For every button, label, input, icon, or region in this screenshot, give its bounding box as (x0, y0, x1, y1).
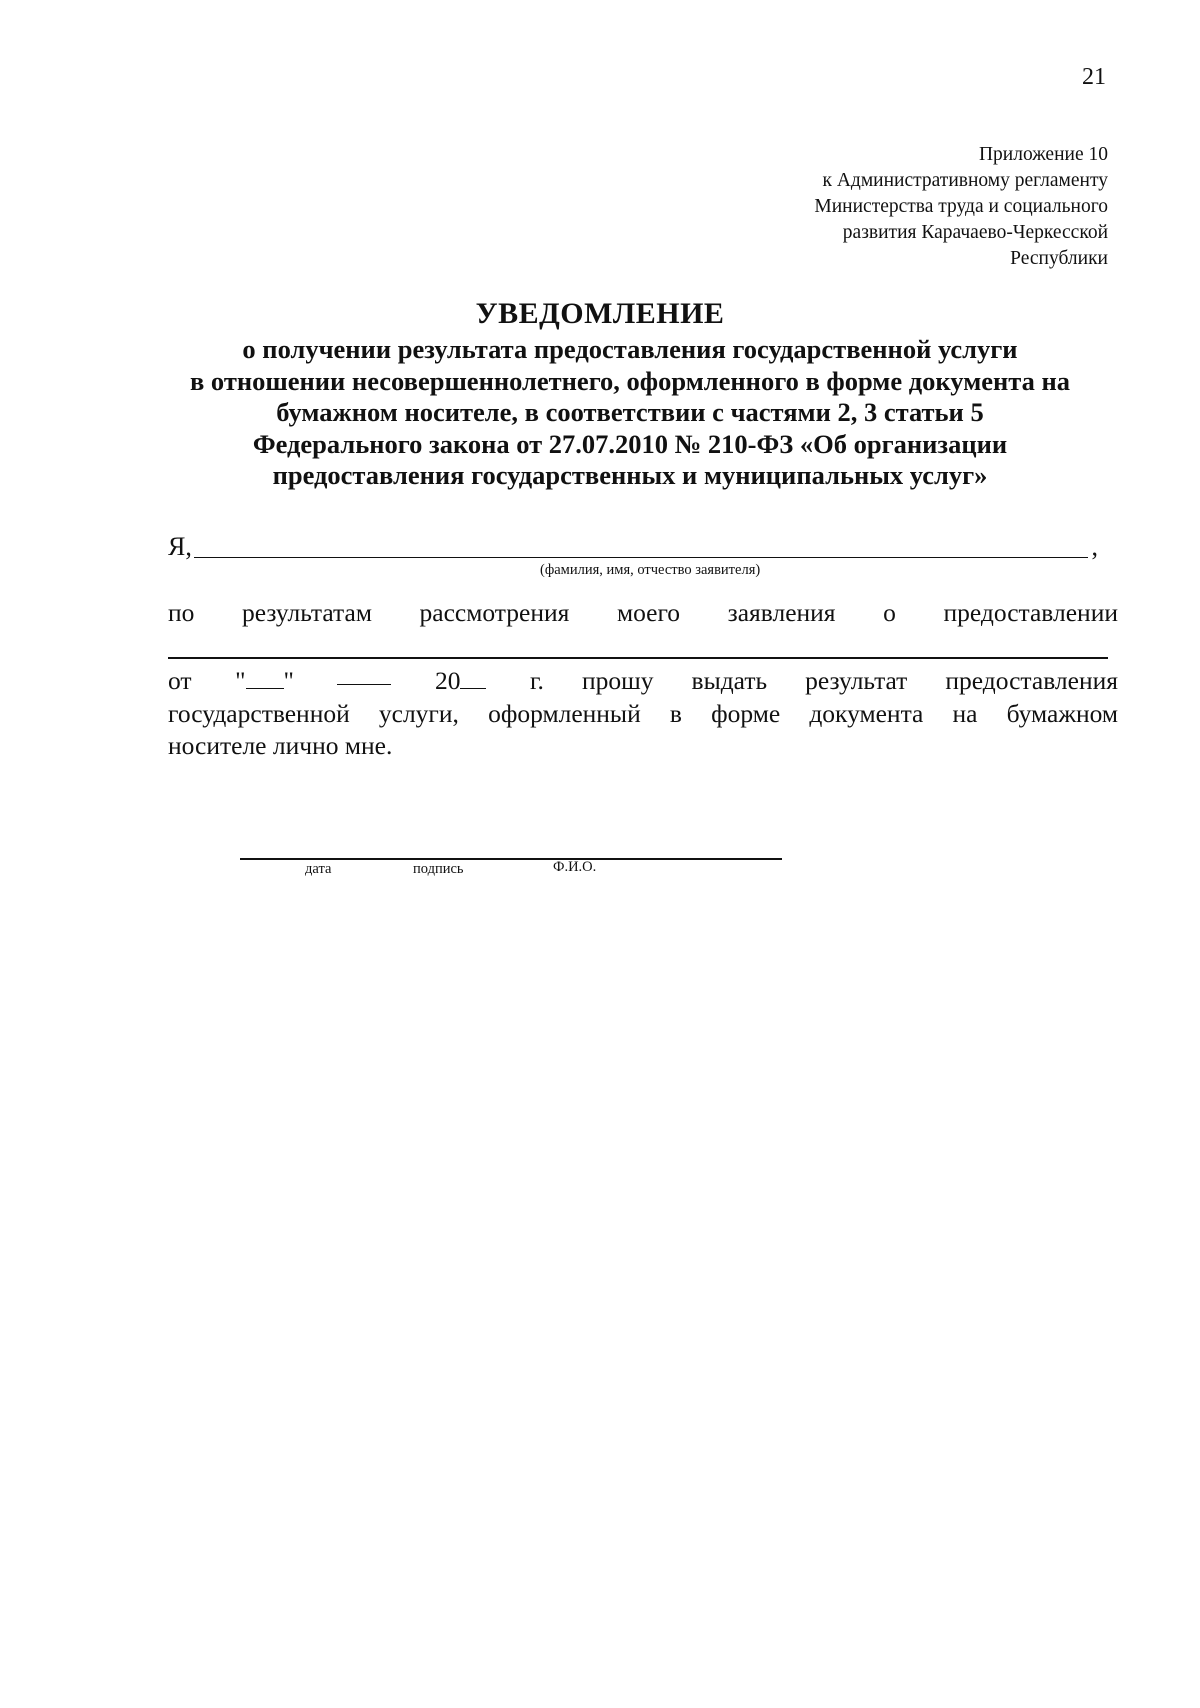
quote-close: " (283, 666, 294, 695)
body-word: результатам (242, 598, 372, 627)
applicant-name-row (168, 532, 1098, 562)
body-word: рассмотрения (419, 598, 570, 627)
date-day-group (235, 666, 294, 696)
signature-date-label: дата (305, 861, 332, 877)
appendix-line: развития Карачаево-Черкесской (842, 222, 1108, 243)
subtitle-line: бумажном носителе, в соответствии с частями 2, 3 статьи 5 (276, 397, 984, 427)
year-prefix: 20 (434, 666, 461, 695)
appendix-line: Министерства труда и социального (814, 196, 1108, 217)
year-field[interactable] (460, 670, 486, 689)
subtitle-line: в отношении несовершеннолетнего, оформленного в форме документа на (189, 365, 1071, 396)
applicant-prefix: Я, (168, 532, 192, 561)
date-from-label: от (168, 666, 192, 695)
subtitle-line: о получении результата предоставления государственной услуги (242, 334, 1018, 364)
applicant-name-hint: (фамилия, имя, отчество заявителя) (540, 562, 761, 578)
applicant-name-field[interactable] (194, 533, 1088, 558)
signature-line[interactable] (240, 858, 782, 860)
service-name-field[interactable] (168, 657, 1108, 659)
day-field[interactable] (246, 670, 284, 689)
appendix-header (814, 142, 1108, 272)
document-subtitle (140, 334, 1120, 492)
subtitle-line: Федерального закона от 27.07.2010 № 210-ФЗ «Об организации (252, 428, 1008, 459)
body-line-4: государственной услуги, оформленный в форме документа на бумажном (168, 699, 1118, 728)
body-line-5: носителе лично мне. (168, 731, 393, 760)
quote-open: " (235, 666, 246, 695)
body-word: предоставлении (943, 598, 1118, 627)
body-word: по (168, 598, 195, 627)
applicant-suffix: , (1091, 532, 1098, 561)
body-line-3-rest: г. прошу выдать результат предоставления (529, 666, 1118, 695)
signature-sign-label: подпись (413, 861, 464, 877)
body-line-1 (168, 598, 1118, 628)
document-title: УВЕДОМЛЕНИЕ (475, 297, 725, 330)
body-word: о (883, 598, 896, 627)
appendix-line: Республики (1010, 248, 1108, 269)
page-number: 21 (1082, 64, 1106, 90)
appendix-line: Приложение 10 (978, 144, 1108, 165)
body-word: моего (616, 598, 681, 627)
appendix-line: к Административному регламенту (822, 170, 1108, 191)
date-year-group (435, 666, 487, 696)
body-word: заявления (727, 598, 836, 627)
signature-name-label: Ф.И.О. (553, 859, 597, 875)
body-line-3 (168, 666, 1118, 696)
month-field[interactable] (337, 666, 391, 685)
subtitle-line: предоставления государственных и муниципальных услуг» (272, 460, 988, 490)
